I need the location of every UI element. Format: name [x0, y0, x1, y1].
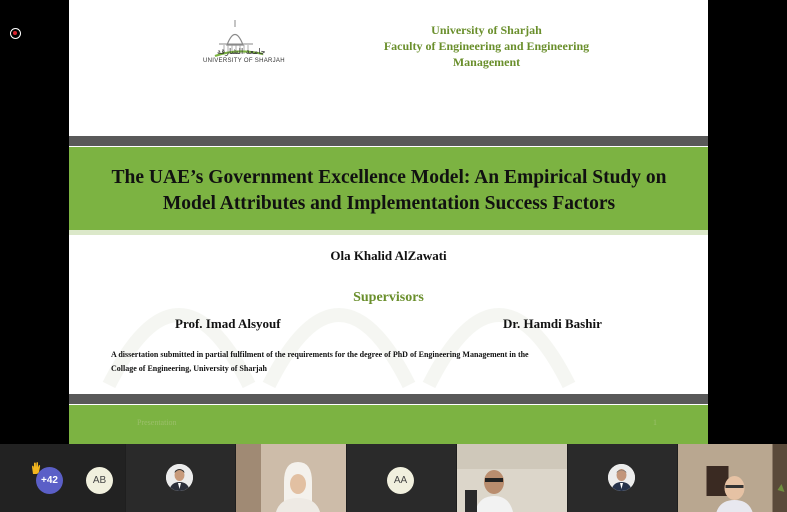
slide-title: [89, 165, 689, 217]
university-header: [379, 22, 594, 70]
participant-avatar: [166, 464, 193, 491]
shared-presentation-slide: [69, 0, 708, 444]
header-faculty-name: Faculty of Engineering and Engineering: [383, 39, 590, 53]
participant-video-tile[interactable]: [457, 444, 567, 512]
participant-tile[interactable]: [347, 444, 456, 512]
slide-title-line-1: The UAE’s Government Excellence Model: An Empirical Study on: [111, 167, 667, 188]
bottom-divider-bar: [69, 394, 708, 404]
participant-tile[interactable]: [126, 444, 235, 512]
person-avatar-icon: [608, 464, 635, 491]
participant-strip: [0, 444, 787, 512]
more-participants-badge[interactable]: +42: [36, 467, 63, 494]
participant-video-icon: [457, 444, 567, 512]
slide-title-line-2: Model Attributes and Implementation Success Factors: [162, 193, 616, 214]
header-university-name: University of Sharjah: [431, 23, 542, 37]
recording-indicator-icon: [10, 28, 21, 39]
participant-video-icon: [678, 444, 787, 512]
dissertation-line-1: A dissertation submitted in partial fulfilment of the requirements for the degree of PhD of Engineering Management in the: [111, 350, 529, 359]
dissertation-statement: [111, 348, 561, 376]
dissertation-line-2: Collage of Engineering, University of Sharjah: [111, 364, 267, 373]
participant-video-icon: [236, 444, 346, 512]
supervisors-heading: Supervisors: [353, 290, 424, 305]
participant-tile[interactable]: [568, 444, 677, 512]
top-divider-bar: [69, 136, 708, 146]
participant-avatar: [608, 464, 635, 491]
participant-video-tile[interactable]: [678, 444, 787, 512]
footer-label: Presentation: [137, 418, 177, 427]
participant-video-tile[interactable]: [236, 444, 346, 512]
logo-english-text: UNIVERSITY OF SHARJAH: [203, 58, 285, 64]
logo-arabic-text: جامعة الشارقة: [217, 47, 266, 56]
author-name: Ola Khalid AlZawati: [330, 248, 447, 263]
supervisor-2: Dr. Hamdi Bashir: [503, 316, 602, 331]
slide-number: 1: [653, 418, 657, 427]
supervisor-1: Prof. Imad Alsyouf: [175, 316, 281, 331]
participant-initials-avatar[interactable]: AB: [86, 467, 113, 494]
header-faculty-name-cont: Management: [452, 55, 521, 69]
person-avatar-icon: [166, 464, 193, 491]
title-underline-bar: [69, 230, 708, 235]
participant-tile-overflow[interactable]: [0, 444, 125, 512]
participant-initials-avatar[interactable]: AA: [387, 467, 414, 494]
